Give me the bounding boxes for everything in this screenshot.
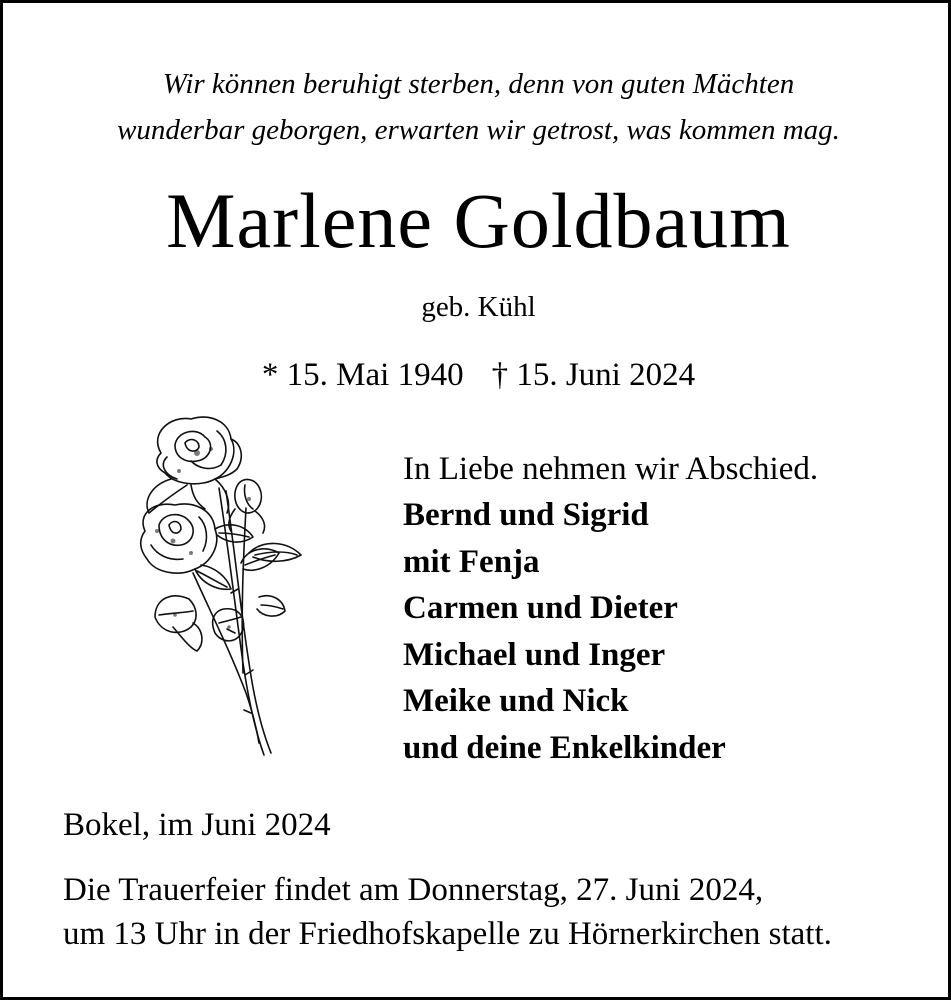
- service-line-2: um 13 Uhr in der Friedhofskapelle zu Hörnerkirchen statt.: [63, 916, 832, 952]
- mourner-name: und deine Enkelkinder: [403, 729, 726, 766]
- motto-line-1: Wir können beruhigt sterben, denn von guten Mächten: [162, 68, 795, 100]
- place-and-date: Bokel, im Juni 2024: [63, 807, 331, 843]
- death-date: † 15. Juni 2024: [491, 357, 696, 393]
- farewell-line: In Liebe nehmen wir Abschied.: [403, 451, 819, 487]
- maiden-name: geb. Kühl: [421, 291, 536, 323]
- mourner-name: Meike und Nick: [403, 683, 629, 719]
- mourner-name: Bernd und Sigrid: [403, 497, 649, 533]
- mourners-list: [403, 492, 943, 771]
- motto-line-2: wunderbar geborgen, erwarten wir getrost, was kommen mag.: [117, 114, 840, 146]
- mourner-name: Carmen und Dieter: [403, 590, 678, 626]
- mourners-block: [403, 446, 943, 771]
- life-dates: [3, 353, 951, 397]
- birth-date: * 15. Mai 1940: [261, 357, 464, 393]
- rose-drawing-icon: [131, 413, 321, 763]
- deceased-name: Marlene Goldbaum: [166, 177, 791, 264]
- motto-quote: [3, 61, 951, 153]
- service-line-1: Die Trauerfeier findet am Donnerstag, 27. Juni 2024,: [63, 872, 764, 908]
- mourner-name: mit Fenja: [403, 543, 540, 580]
- mourner-name: Michael und Inger: [403, 636, 666, 673]
- funeral-service-info: [63, 868, 943, 956]
